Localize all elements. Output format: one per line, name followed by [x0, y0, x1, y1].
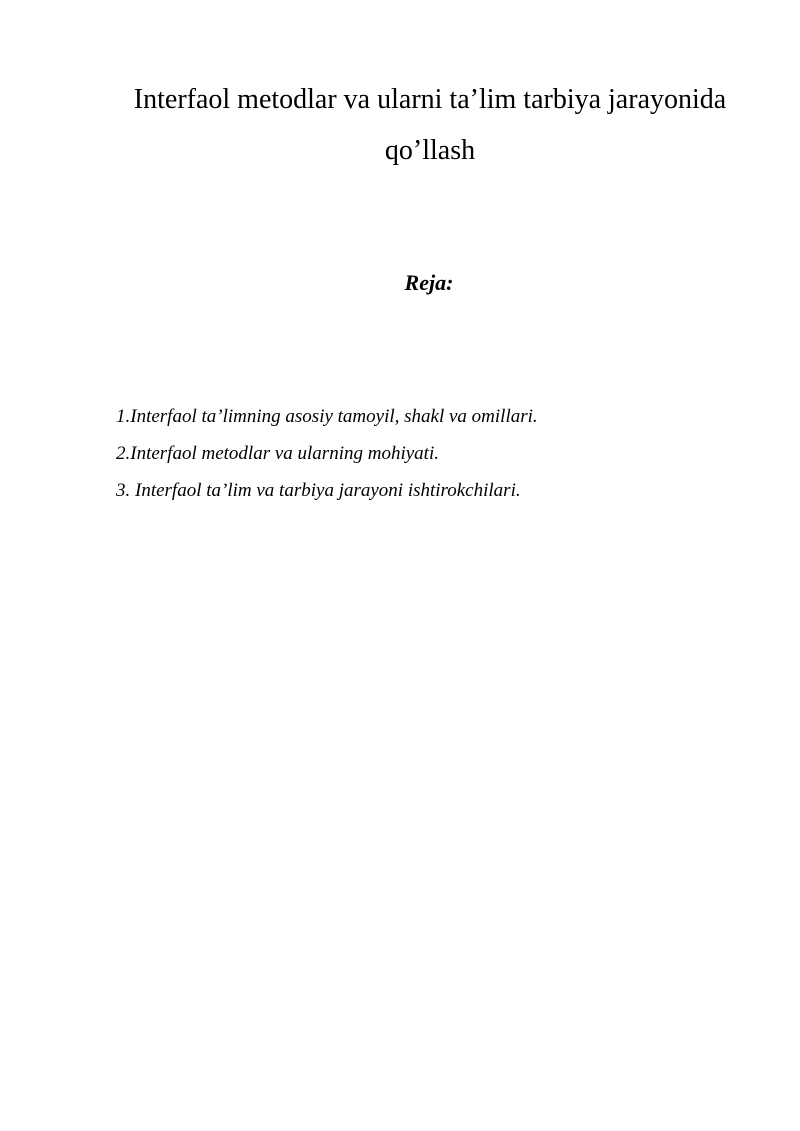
page-title: [100, 74, 760, 176]
title-line-1: Interfaol metodlar va ularni ta’lim tarbiya jarayonida: [133, 84, 727, 115]
plan-list: [116, 398, 538, 509]
plan-heading: Reja:: [404, 270, 454, 295]
plan-item-3: 3. Interfaol ta’lim va tarbiya jarayoni ishtirokchilari.: [116, 480, 521, 501]
title-line-2: qo’llash: [384, 135, 476, 166]
plan-item-1: 1.Interfaol ta’limning asosiy tamoyil, shakl va omillari.: [116, 406, 538, 427]
plan-item-2: 2.Interfaol metodlar va ularning mohiyati.: [116, 443, 439, 464]
